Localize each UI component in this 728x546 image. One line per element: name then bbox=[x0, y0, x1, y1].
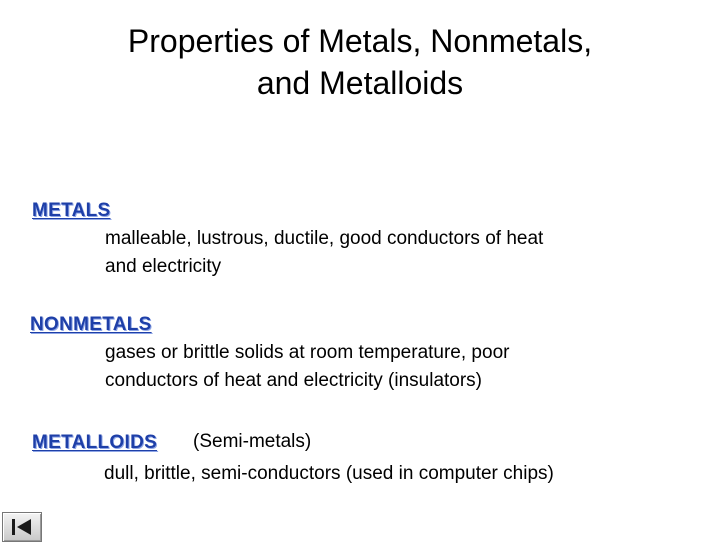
metals-description bbox=[105, 225, 695, 281]
nonmetals-description-line-2: conductors of heat and electricity (insulators) bbox=[105, 370, 483, 391]
slide-title-line-2: and Metalloids bbox=[256, 65, 464, 101]
metals-description-line-2: and electricity bbox=[105, 256, 222, 277]
metals-heading: METALS bbox=[32, 200, 111, 221]
nonmetals-description bbox=[105, 339, 695, 395]
metalloids-subtitle: (Semi-metals) bbox=[193, 431, 312, 452]
first-slide-button[interactable] bbox=[2, 512, 42, 542]
skip-to-first-icon bbox=[3, 513, 41, 541]
nonmetals-heading: NONMETALS bbox=[30, 314, 152, 335]
metalloids-description-line-1: dull, brittle, semi-conductors (used in computer chips) bbox=[104, 463, 554, 484]
slide-title-line-1: Properties of Metals, Nonmetals, bbox=[127, 23, 593, 59]
nonmetals-description-line-1: gases or brittle solids at room temperature, poor bbox=[105, 342, 510, 363]
metalloids-heading: METALLOIDS bbox=[32, 432, 158, 453]
slide-title bbox=[40, 20, 680, 104]
metals-description-line-1: malleable, lustrous, ductile, good conductors of heat bbox=[105, 228, 544, 249]
metalloids-description bbox=[104, 460, 704, 488]
